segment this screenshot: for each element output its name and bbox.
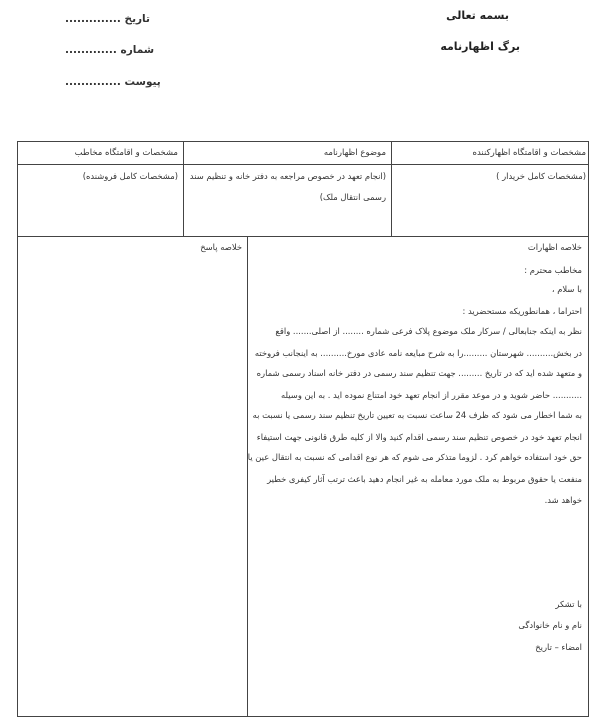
body-line: احتراما ، همانطوریکه مستحضرید : [462, 306, 582, 316]
signature-sign-date: امضاء – تاریخ [535, 642, 582, 652]
signature-name: نام و نام خانوادگی [518, 620, 582, 630]
reply-summary-title: خلاصه پاسخ [200, 242, 242, 252]
addressee-value: (مشخصات کامل فروشنده) [82, 171, 178, 181]
addressee-column-header: مشخصات و اقامتگاه مخاطب [74, 148, 178, 158]
body-line: در بخش.......... شهرستان .........را به شرح مبایعه نامه عادی مورخ.......... به اینجانب فروخته [254, 348, 582, 358]
body-line: منفعت یا حقوق مربوط به ملک مورد معامله به غیر انجام دهید باعث ترتب آثار کیفری خطیر [267, 474, 582, 484]
subject-value-line-1: (انجام تعهد در خصوص مراجعه به دفتر خانه و تنظیم سند [189, 171, 386, 181]
bismillah: بسمه تعالی [446, 9, 509, 22]
attachment-label: پیوست .............. [65, 76, 161, 88]
body-line: نظر به اینکه جنابعالی / سرکار ملک موضوع پلاک فرعی شماره ........ از اصلی....... واقع [275, 326, 582, 336]
document-title: برگ اظهارنامه [440, 40, 520, 53]
body-line: مخاطب محترم : [524, 265, 582, 275]
declarant-value: (مشخصات کامل خریدار ) [496, 171, 586, 181]
number-label: شماره ............. [65, 44, 155, 56]
subject-column-header: موضوع اظهارنامه [323, 148, 386, 158]
body-line: انجام تعهد خود در خصوص تنظیم سند رسمی اقدام کنید والا از کلیه طرق قانونی جهت استیفاء [256, 432, 582, 442]
summary-title: خلاصه اظهارات [527, 242, 582, 252]
declarant-column-header: مشخصات و اقامتگاه اظهارکننده [472, 148, 586, 158]
body-line: با سلام ، [551, 284, 582, 294]
body-line: به شما اخطار می شود که ظرف 24 ساعت نسبت به تعیین تاریخ تنظیم سند رسمی یا نسبت به [252, 410, 582, 420]
body-line: حق خود استفاده خواهم کرد . لزوما متذکر می شوم که هر نوع اقدامی که نسبت به انتقال عین یا [247, 452, 582, 462]
subject-value-line-2: رسمی انتقال ملک) [319, 192, 386, 202]
body-line: ........... حاضر شوید و در موعد مقرر از انجام تعهد خود امتناع نموده اید . به این وسیله [281, 390, 582, 400]
body-line: خواهد شد. [544, 495, 582, 505]
body-line: و متعهد شده اید که در تاریخ ......... جهت تنظیم سند رسمی در دفتر خانه اسناد رسمی شماره [256, 368, 582, 378]
summary-of-statements [248, 237, 588, 716]
date-label: تاریخ .............. [65, 13, 150, 25]
signature-thanks: با تشکر [555, 599, 582, 609]
